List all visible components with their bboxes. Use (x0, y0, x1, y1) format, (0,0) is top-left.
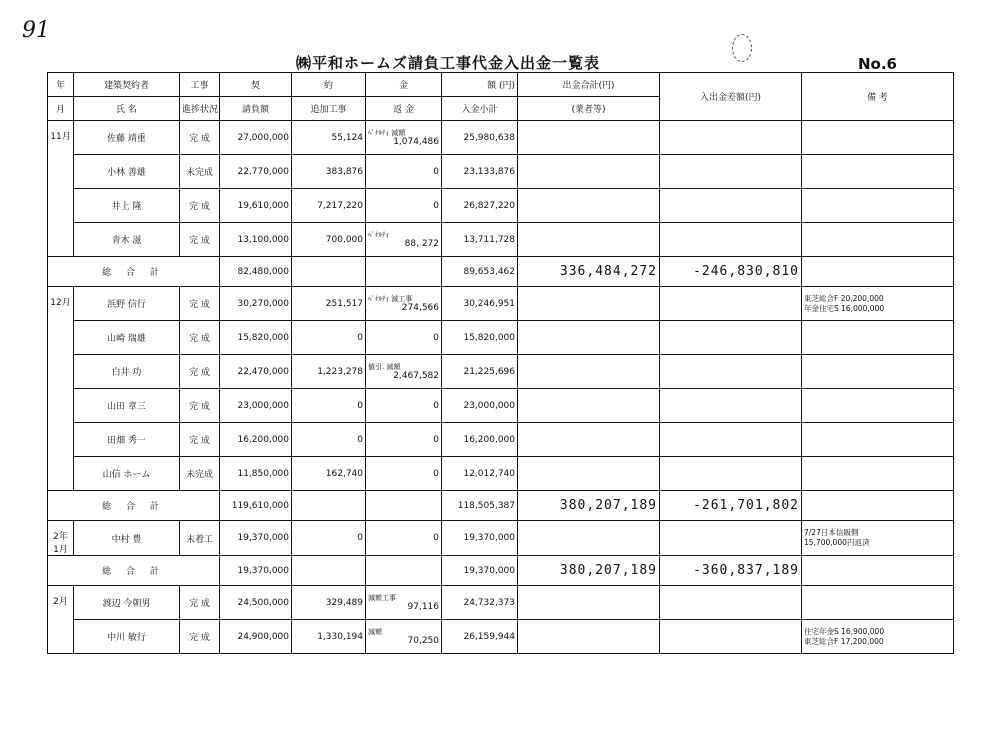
deposit-subtotal: 19,370,000 (442, 521, 518, 556)
refund-note: ﾍﾟﾅﾙﾃｨ (368, 230, 389, 239)
header-work: 工事 (180, 73, 220, 97)
balance-diff (660, 389, 802, 423)
remarks-line: 15,700,000円返済 (804, 538, 870, 547)
total-remarks (802, 491, 954, 521)
refund-note: 値引. 減額 (368, 362, 401, 371)
refund-note: 減額工事 (368, 593, 396, 602)
remarks-cell (802, 423, 954, 457)
stamp-mark (732, 34, 752, 62)
contract-amount: 27,000,000 (220, 121, 292, 155)
total-contract: 82,480,000 (220, 257, 292, 287)
work-status: 完 成 (180, 423, 220, 457)
deposit-subtotal: 12,012,740 (442, 457, 518, 491)
contractor-name: 田畑 秀一 (74, 423, 180, 457)
header-amount-4: 額 (円) (442, 73, 518, 97)
total-remarks (802, 556, 954, 586)
contractor-name: 渡辺 今朝男 (74, 586, 180, 620)
total-remarks (802, 257, 954, 287)
withdraw-total (518, 457, 660, 491)
refund-note: 減額 (368, 627, 382, 636)
balance-diff (660, 521, 802, 556)
additional-amount: 0 (292, 521, 366, 556)
additional-amount: 1,330,194 (292, 620, 366, 654)
work-status: 完 成 (180, 620, 220, 654)
table-row (48, 586, 954, 620)
refund-cell (366, 620, 442, 654)
deposit-subtotal: 24,732,373 (442, 586, 518, 620)
table-row (48, 287, 954, 321)
deposit-subtotal: 26,159,944 (442, 620, 518, 654)
total-deposit: 89,653,462 (442, 257, 518, 287)
total-contract: 19,370,000 (220, 556, 292, 586)
total-label: 総 合 計 (48, 257, 220, 287)
remarks-cell (802, 155, 954, 189)
withdraw-total (518, 586, 660, 620)
contractor-name: 井上 隆 (74, 189, 180, 223)
total-row (48, 556, 954, 586)
additional-amount: 383,876 (292, 155, 366, 189)
balance-diff (660, 355, 802, 389)
total-diff: -360,837,189 (660, 556, 802, 586)
additional-amount: 0 (292, 423, 366, 457)
header-withdraw-sub: (業者等) (518, 97, 660, 121)
contractor-name: 山崎 瑞雄 (74, 321, 180, 355)
header-amount-2: 約 (292, 73, 366, 97)
refund-amount: 2,467,582 (393, 370, 439, 381)
total-additional (292, 491, 366, 521)
remarks-cell (802, 620, 954, 654)
page-number: No.6 (858, 55, 897, 73)
month-label: 2年 1月 (48, 521, 74, 556)
header-discount: 返 金 (366, 97, 442, 121)
remarks-line: 東芝総合F 20,200,000 (804, 293, 884, 303)
total-diff: -261,701,802 (660, 491, 802, 521)
withdraw-total (518, 423, 660, 457)
total-additional (292, 556, 366, 586)
total-label: 総 合 計 (48, 556, 220, 586)
deposit-subtotal: 23,133,876 (442, 155, 518, 189)
refund-cell (366, 189, 442, 223)
balance-diff (660, 223, 802, 257)
remarks-cell (802, 223, 954, 257)
total-withdraw: 380,207,189 (518, 556, 660, 586)
header-name: 氏 名 (74, 97, 180, 121)
refund-amount: 0 (433, 468, 439, 479)
remarks-line: 7/27日本信販側 (804, 528, 859, 537)
deposit-subtotal: 26,827,220 (442, 189, 518, 223)
table-row (48, 521, 954, 556)
refund-cell (366, 423, 442, 457)
work-status: 完 成 (180, 586, 220, 620)
deposit-subtotal: 15,820,000 (442, 321, 518, 355)
balance-diff (660, 287, 802, 321)
refund-amount: 0 (433, 533, 439, 543)
work-status: 完 成 (180, 389, 220, 423)
contract-amount: 24,500,000 (220, 586, 292, 620)
total-row (48, 491, 954, 521)
table-row (48, 457, 954, 491)
withdraw-total (518, 121, 660, 155)
refund-amount: 1,074,486 (393, 136, 439, 147)
deposit-subtotal: 25,980,638 (442, 121, 518, 155)
header-contractor: 建築契約者 (74, 73, 180, 97)
header-withdraw-total: 出金合計(円) (518, 73, 660, 97)
refund-cell (366, 586, 442, 620)
work-status: 未完成 (180, 457, 220, 491)
header-contract-amount: 請負額 (220, 97, 292, 121)
withdraw-total (518, 355, 660, 389)
work-status: 未着工 (180, 521, 220, 556)
refund-cell (366, 121, 442, 155)
refund-note: ﾍﾟﾅﾙﾃｨ 減工事 (368, 294, 413, 303)
balance-diff (660, 457, 802, 491)
total-withdraw: 336,484,272 (518, 257, 660, 287)
contractor-name: 白井 功 (74, 355, 180, 389)
remarks-cell (802, 189, 954, 223)
table-row (48, 155, 954, 189)
total-deposit: 118,505,387 (442, 491, 518, 521)
contract-amount: 30,270,000 (220, 287, 292, 321)
contract-amount: 19,370,000 (220, 521, 292, 556)
refund-amount: 70,250 (407, 635, 439, 646)
withdraw-total (518, 189, 660, 223)
additional-amount: 251,517 (292, 287, 366, 321)
total-withdraw: 380,207,189 (518, 491, 660, 521)
refund-cell (366, 287, 442, 321)
remarks-cell (802, 321, 954, 355)
total-refund (366, 556, 442, 586)
remarks-line: 東芝総合F 17,200,000 (804, 636, 884, 646)
month-label: 11月 (48, 121, 74, 257)
withdraw-total (518, 155, 660, 189)
withdraw-total (518, 223, 660, 257)
refund-amount: 0 (433, 166, 439, 177)
remarks-line: 住宅年金S 16,900,000 (804, 626, 885, 636)
header-balance-diff: 入出金差額(円) (660, 73, 802, 121)
balance-diff (660, 321, 802, 355)
refund-cell (366, 389, 442, 423)
work-status: 完 成 (180, 287, 220, 321)
refund-cell (366, 155, 442, 189)
remarks-cell (802, 287, 954, 321)
remarks-cell (802, 457, 954, 491)
refund-amount: 0 (433, 200, 439, 211)
refund-amount: 0 (433, 400, 439, 411)
contractor-name: 山田 章三 (74, 389, 180, 423)
header-remarks: 備 考 (802, 73, 954, 121)
contract-amount: 22,770,000 (220, 155, 292, 189)
additional-amount: 0 (292, 389, 366, 423)
table-row (48, 423, 954, 457)
contract-amount: 22,470,000 (220, 355, 292, 389)
additional-amount: 7,217,220 (292, 189, 366, 223)
header-additional-work: 追加工事 (292, 97, 366, 121)
deposit-subtotal: 30,246,951 (442, 287, 518, 321)
refund-amount: 0 (433, 434, 439, 445)
withdraw-total (518, 521, 660, 556)
total-deposit: 19,370,000 (442, 556, 518, 586)
total-diff: -246,830,810 (660, 257, 802, 287)
work-status: 完 成 (180, 355, 220, 389)
contractor-name: 小林 善雄 (74, 155, 180, 189)
contract-amount: 16,200,000 (220, 423, 292, 457)
deposit-subtotal: 13,711,728 (442, 223, 518, 257)
contract-amount: 23,000,000 (220, 389, 292, 423)
additional-amount: 55,124 (292, 121, 366, 155)
work-status: 完 成 (180, 121, 220, 155)
month-label: 12月 (48, 287, 74, 491)
refund-cell (366, 321, 442, 355)
contract-amount: 19,610,000 (220, 189, 292, 223)
refund-cell (366, 521, 442, 556)
refund-cell (366, 223, 442, 257)
total-contract: 119,610,000 (220, 491, 292, 521)
table-row (48, 355, 954, 389)
refund-note: ﾍﾟﾅﾙﾃｨ 減額 (368, 128, 406, 137)
table-row (48, 189, 954, 223)
refund-amount: 274,566 (401, 302, 439, 313)
refund-amount: 97,116 (407, 601, 439, 612)
contractor-name: 青木 滋 (74, 223, 180, 257)
deposit-subtotal: 21,225,696 (442, 355, 518, 389)
contract-amount: 11,850,000 (220, 457, 292, 491)
balance-diff (660, 155, 802, 189)
additional-amount: 700,000 (292, 223, 366, 257)
total-refund (366, 257, 442, 287)
withdraw-total (518, 389, 660, 423)
deposit-subtotal: 16,200,000 (442, 423, 518, 457)
header-month: 月 (48, 97, 74, 121)
remarks-cell (802, 586, 954, 620)
month-label: 2月 (48, 586, 74, 654)
contract-amount: 24,900,000 (220, 620, 292, 654)
balance-diff (660, 586, 802, 620)
header-year: 年 (48, 73, 74, 97)
additional-amount: 1,223,278 (292, 355, 366, 389)
table-row (48, 620, 954, 654)
refund-amount: 88, 272 (404, 238, 439, 249)
total-label: 総 合 計 (48, 491, 220, 521)
header-amount-1: 契 (220, 73, 292, 97)
balance-diff (660, 423, 802, 457)
withdraw-total (518, 620, 660, 654)
table-row (48, 389, 954, 423)
remarks-cell (802, 389, 954, 423)
refund-cell (366, 355, 442, 389)
withdraw-total (518, 321, 660, 355)
ledger-table (47, 72, 954, 654)
deposit-subtotal: 23,000,000 (442, 389, 518, 423)
total-row (48, 257, 954, 287)
refund-amount: 0 (433, 332, 439, 343)
header-deposit-subtotal: 入金小計 (442, 97, 518, 121)
header-amount-3: 金 (366, 73, 442, 97)
additional-amount: 329,489 (292, 586, 366, 620)
contractor-name: 山信 ホーム (74, 457, 180, 491)
table-row (48, 321, 954, 355)
contractor-name: 浜野 信行 (74, 287, 180, 321)
table-row (48, 223, 954, 257)
remarks-cell (802, 521, 954, 556)
work-status: 完 成 (180, 223, 220, 257)
remarks-cell (802, 121, 954, 155)
header-status: 進捗状況 (180, 97, 220, 121)
work-status: 未完成 (180, 155, 220, 189)
withdraw-total (518, 287, 660, 321)
refund-cell (366, 457, 442, 491)
total-refund (366, 491, 442, 521)
additional-amount: 162,740 (292, 457, 366, 491)
work-status: 完 成 (180, 321, 220, 355)
table-row (48, 121, 954, 155)
document-title: ㈱平和ホームズ請負工事代金入出金一覧表 (296, 54, 601, 72)
contract-amount: 15,820,000 (220, 321, 292, 355)
remarks-cell (802, 355, 954, 389)
remarks-line: 年金住宅S 16,000,000 (804, 303, 885, 313)
contractor-name: 中川 敏行 (74, 620, 180, 654)
page-mark: 91 (22, 18, 50, 43)
contractor-name: 中村 豊 (74, 521, 180, 556)
balance-diff (660, 121, 802, 155)
additional-amount: 0 (292, 321, 366, 355)
contractor-name: 佐藤 靖重 (74, 121, 180, 155)
work-status: 完 成 (180, 189, 220, 223)
balance-diff (660, 620, 802, 654)
total-additional (292, 257, 366, 287)
contract-amount: 13,100,000 (220, 223, 292, 257)
balance-diff (660, 189, 802, 223)
